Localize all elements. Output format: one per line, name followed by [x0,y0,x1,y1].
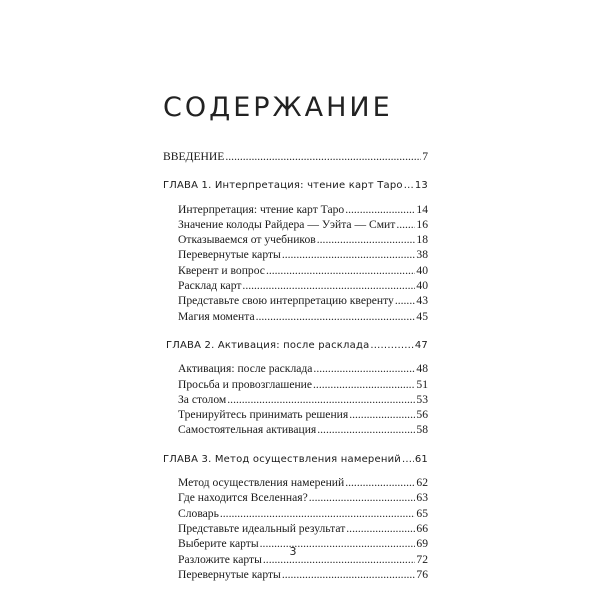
dot-leader [227,393,415,406]
toc-entry [163,491,428,506]
toc-entry-page: 48 [416,362,428,376]
toc-entry [163,423,428,438]
toc-entry-label: Отказываемся от учебников [178,233,316,247]
toc-entry-page: 40 [416,263,428,277]
toc-entry [163,310,428,325]
toc-entry [163,294,428,309]
toc-entry-label: Интерпретация: чтение карт Таро [178,202,345,216]
toc-chapter-3 [163,454,428,469]
toc-entry-intro [163,150,428,165]
toc-entry-page: 76 [416,567,428,581]
toc-entry [163,279,428,294]
toc-entry-page: 7 [422,150,428,163]
toc-entry-page: 45 [416,309,428,323]
toc-chapter-label: ГЛАВА 3. Метод осуществления намерений [163,453,401,465]
dot-leader [282,568,416,581]
toc-entry-label: Магия момента [178,309,255,323]
toc-entry-page: 63 [416,491,428,505]
toc-entry [163,264,428,279]
toc-entry-page: 40 [416,279,428,293]
toc-entry-label: Метод осуществления намерений [178,476,345,490]
dot-leader [220,507,416,520]
toc-entry [163,248,428,263]
toc-entry-page: 65 [416,506,428,520]
toc-entry-page: 66 [416,521,428,535]
toc-chapter-page: 13 [414,180,428,192]
toc-entry [163,476,428,491]
toc-entry-page: 72 [416,552,428,566]
toc-entry [163,233,428,248]
toc-entry-page: 69 [416,537,428,551]
dot-leader [402,454,414,465]
toc-entry-page: 43 [416,294,428,308]
dot-leader [317,423,415,436]
toc-entry-label: Самостоятельная активация [178,423,317,437]
dot-leader [395,294,416,307]
toc-entry-page: 18 [416,233,428,247]
dot-leader [242,279,415,292]
toc-entry [163,362,428,377]
dot-leader [317,233,416,246]
toc-entry [163,568,428,583]
toc-entry [163,218,428,233]
toc-chapter-1 [163,180,428,195]
toc-entry-label: За столом [178,392,227,406]
toc-entry [163,378,428,393]
dot-leader [396,218,415,231]
dot-leader [346,522,415,535]
dot-leader [282,248,416,261]
toc-entry [163,522,428,537]
dot-leader [256,310,416,323]
dot-leader [309,491,416,504]
toc-entry [163,507,428,522]
toc-chapter-label: ГЛАВА 2. Активация: после расклада [166,339,370,351]
dot-leader [313,378,415,391]
page-number: 3 [289,545,297,558]
dot-leader [349,408,415,421]
toc-entry [163,408,428,423]
toc-entry-page: 62 [416,476,428,490]
toc-entry-label: Разложите карты [178,552,262,566]
toc-entry-page: 14 [416,202,428,216]
dot-leader [266,264,415,277]
toc-entry-label: Словарь [178,506,219,520]
toc-entry-page: 16 [416,217,428,231]
toc-entry-label: Значение колоды Райдера — Уэйта — Смит [178,217,396,231]
dot-leader [370,340,413,351]
toc-chapter-page: 61 [414,453,428,465]
toc-entry-page: 53 [416,392,428,406]
toc-entry-page: 58 [416,423,428,437]
toc-entry-label: Расклад карт [178,279,242,293]
dot-leader [225,150,421,163]
toc-entry-page: 56 [416,408,428,422]
toc-entry [163,393,428,408]
dot-leader [345,476,415,489]
toc-entry [163,203,428,218]
toc-entry-label: Перевернутые карты [178,248,281,262]
toc-entry-label: Представьте идеальный результат [178,521,346,535]
dot-leader [345,203,415,216]
toc-entry-label: Кверент и вопрос [178,263,265,277]
dot-leader [313,362,415,375]
toc-entry-label: Где находится Вселенная? [178,491,308,505]
toc-entry-label: Представьте свою интерпретацию кверенту [178,294,394,308]
toc-chapter-label: ГЛАВА 1. Интерпретация: чтение карт Таро [163,180,403,192]
toc-entry-page: 51 [416,377,428,391]
toc-entry-label: Перевернутые карты [178,567,281,581]
toc-entry-page: 38 [416,248,428,262]
toc-entry-label: Тренируйтесь принимать решения [178,408,349,422]
toc-entry-label: ВВЕДЕНИЕ [163,150,225,163]
table-of-contents [163,150,428,583]
dot-leader [404,180,414,191]
page-title: СОДЕРЖАНИЕ [163,92,393,123]
toc-entry-label: Просьба и провозглашение [178,377,313,391]
toc-chapter-2 [163,340,428,355]
toc-chapter-page: 47 [414,339,428,351]
toc-entry-label: Выберите карты [178,537,259,551]
toc-entry-label: Активация: после расклада [178,362,313,376]
